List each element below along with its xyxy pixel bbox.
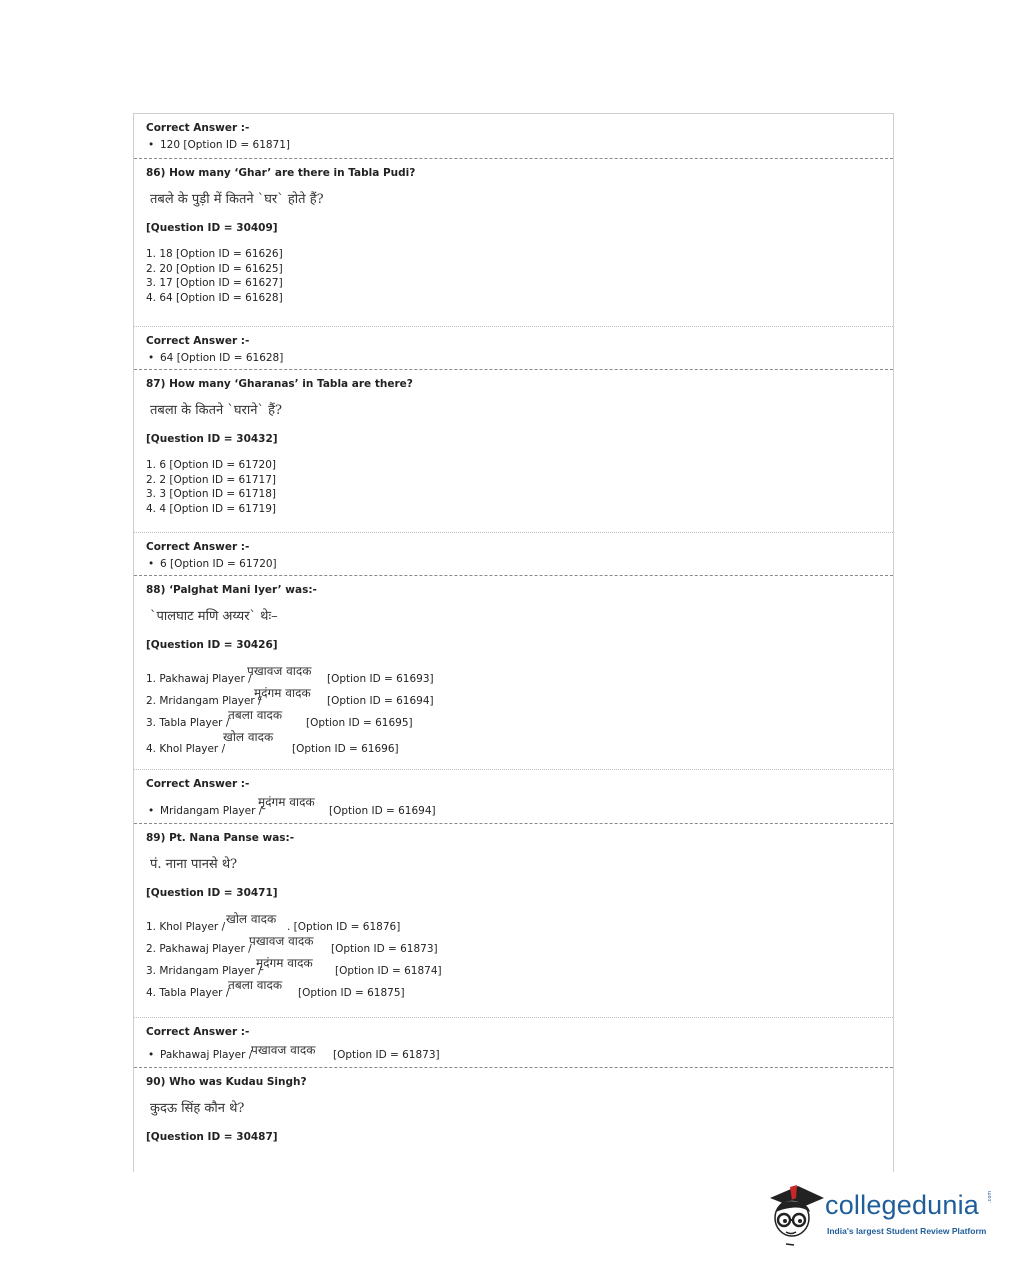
answer-section-88 xyxy=(134,770,893,824)
hindi-handwriting: मृदंगम वादक xyxy=(256,956,313,970)
question-hindi: पं. नाना पानसे थे? xyxy=(150,857,238,872)
correct-answer-label: Correct Answer :- xyxy=(146,122,250,134)
question-hindi: तबला के कितने `घराने` हैं? xyxy=(150,403,282,418)
correct-answer-label: Correct Answer :- xyxy=(146,541,250,553)
answer-section-86 xyxy=(134,327,893,370)
question-title: 86) How many ‘Ghar’ are there in Tabla Pudi? xyxy=(146,167,416,179)
correct-answer-label: Correct Answer :- xyxy=(146,778,250,790)
logo-wordmark: collegedunia xyxy=(825,1190,980,1220)
hindi-handwriting: मृदंगम वादक xyxy=(254,686,311,700)
option-4: 4. 64 [Option ID = 61628] xyxy=(146,292,283,305)
correct-answer: • 64 [Option ID = 61628] xyxy=(148,352,284,364)
option-3: 3. 3 [Option ID = 61718] xyxy=(146,488,277,501)
option-list xyxy=(146,912,881,1000)
question-id: [Question ID = 30409] xyxy=(146,222,278,234)
question-title: 88) ‘Palghat Mani Iyer’ was:- xyxy=(146,584,317,596)
hindi-handwriting: पखावज वादक xyxy=(249,934,314,948)
question-id: [Question ID = 30432] xyxy=(146,433,278,445)
question-87 xyxy=(134,370,893,533)
option-1: 1. Pakhawaj Player / पखावज वादक [Option ID = 61693] xyxy=(146,664,434,685)
option-2: 2. Mridangam Player / मृदंगम वादक [Option ID = 61694] xyxy=(146,686,434,707)
correct-answer-label: Correct Answer :- xyxy=(146,335,250,347)
hindi-handwriting: खोल वादक xyxy=(226,912,277,926)
correct-answer: • Pakhawaj Player / पखावज वादक [Option ID = 61873] xyxy=(148,1043,440,1061)
option-2: 2. 20 [Option ID = 61625] xyxy=(146,262,283,275)
question-id: [Question ID = 30487] xyxy=(146,1131,278,1143)
hindi-handwriting: मृदंगम वादक xyxy=(258,795,315,809)
question-hindi: `पालघाट मणि अय्यर` थेः– xyxy=(150,609,278,624)
correct-answer-label: Correct Answer :- xyxy=(146,1026,250,1038)
option-1: 1. 18 [Option ID = 61626] xyxy=(146,248,283,260)
question-90 xyxy=(134,1068,893,1168)
question-89 xyxy=(134,824,893,1018)
option-list xyxy=(146,247,881,306)
question-id: [Question ID = 30426] xyxy=(146,639,278,651)
option-3: 3. Mridangam Player / मृदंगम वादक [Option ID = 61874] xyxy=(146,956,442,977)
hindi-handwriting: खोल वादक xyxy=(223,730,274,744)
hindi-handwriting: तबला वादक xyxy=(228,978,283,992)
option-list xyxy=(146,458,881,517)
answer-section-85 xyxy=(134,114,893,159)
answer-section-87 xyxy=(134,533,893,576)
correct-answer: • 120 [Option ID = 61871] xyxy=(148,139,291,151)
question-paper-page xyxy=(133,113,894,1172)
option-4: 4. Tabla Player / तबला वादक [Option ID = 61875] xyxy=(146,978,405,999)
mascot-icon xyxy=(768,1176,826,1248)
question-title: 90) Who was Kudau Singh? xyxy=(146,1076,307,1088)
option-1: 1. 6 [Option ID = 61720] xyxy=(146,459,277,471)
option-3: 3. 17 [Option ID = 61627] xyxy=(146,277,283,290)
question-title: 87) How many ‘Gharanas’ in Tabla are there? xyxy=(146,378,413,390)
option-list xyxy=(146,664,881,756)
option-4: 4. 4 [Option ID = 61719] xyxy=(146,503,277,516)
logo-suffix: .com xyxy=(987,1190,993,1203)
question-title: 89) Pt. Nana Panse was:- xyxy=(146,832,295,844)
question-86 xyxy=(134,159,893,327)
logo-tagline: India's largest Student Review Platform xyxy=(827,1226,987,1236)
hindi-handwriting: पखावज वादक xyxy=(251,1043,316,1057)
option-3: 3. Tabla Player / तबला वादक [Option ID = 61695] xyxy=(146,708,413,729)
option-1: 1. Khol Player / खोल वादक . [Option ID = 61876] xyxy=(146,912,401,933)
answer-section-89 xyxy=(134,1018,893,1068)
question-hindi: तबले के पुड़ी में कितने `घर` होते हैं? xyxy=(150,192,324,207)
option-4: 4. Khol Player / खोल वादक [Option ID = 61696] xyxy=(146,730,399,755)
option-2: 2. Pakhawaj Player / पखावज वादक [Option ID = 61873] xyxy=(146,934,438,955)
question-id: [Question ID = 30471] xyxy=(146,887,278,899)
correct-answer: • 6 [Option ID = 61720] xyxy=(148,558,277,570)
collegedunia-logo xyxy=(768,1176,993,1248)
hindi-handwriting: तबला वादक xyxy=(228,708,283,722)
question-hindi: कुदऊ सिंह कौन थे? xyxy=(150,1101,245,1116)
option-2: 2. 2 [Option ID = 61717] xyxy=(146,473,277,486)
question-88 xyxy=(134,576,893,770)
correct-answer: • Mridangam Player / मृदंगम वादक [Option ID = 61694] xyxy=(148,795,436,817)
hindi-handwriting: पखावज वादक xyxy=(247,664,312,678)
